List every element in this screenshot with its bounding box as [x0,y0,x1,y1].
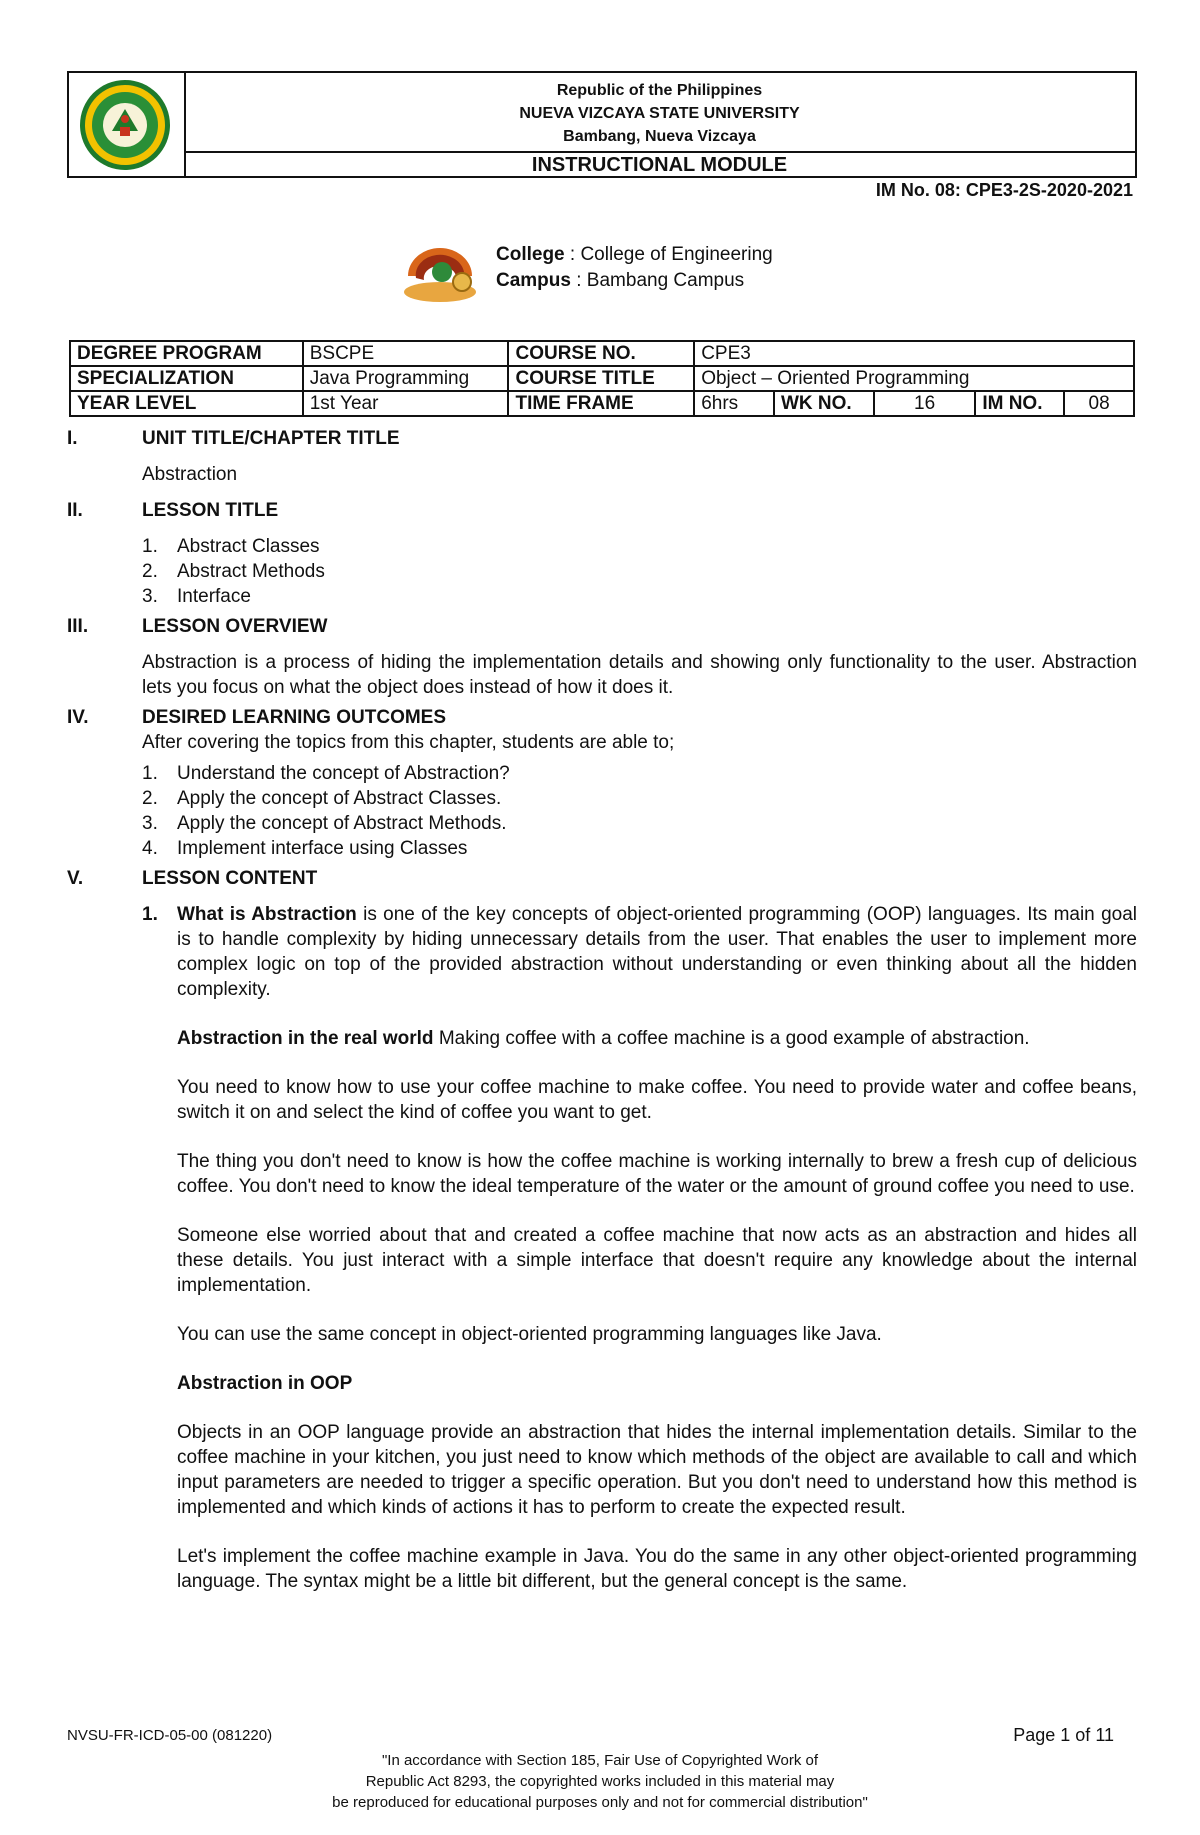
lesson-paragraph: The thing you don't need to know is how the coffee machine is working internally to brew a fresh cup of delicious coffee. You don't need to know the ideal temperature of the water or the amount of ground coffee you need to use. [177,1151,1137,1197]
lesson-paragraph: You can use the same concept in object-oriented programming languages like Java. [177,1324,882,1345]
lesson-paragraph: Let's implement the coffee machine example in Java. You do the same in any other object-oriented programming language. The syntax might be a little bit different, but the general concept is the same. [177,1546,1137,1592]
learning-outcomes-list [67,761,1137,861]
im-no-label: IM NO. [975,391,1064,416]
table-row [70,341,1134,366]
lesson-overview-text: Abstraction is a process of hiding the implementation details and showing only functionality to the user. Abstraction lets you focus on what the object does instead of how it does it. [142,652,1137,698]
course-no-value: CPE3 [694,341,1134,366]
header-box [67,71,1137,178]
college-value: : College of Engineering [564,244,773,265]
list-item: 3. Apply the concept of Abstract Methods. [142,813,507,834]
specialization-value: Java Programming [303,366,509,391]
outcomes-intro: After covering the topics from this chapter, students are able to; [142,732,675,753]
college-logo-icon [398,236,483,306]
college-label: College [496,244,565,265]
week-no-value: 16 [874,391,975,416]
page-number: Page 1 of 11 [1013,1725,1114,1745]
lesson-item-1 [67,902,1137,1002]
college-block [398,236,818,306]
section-number: I. [67,428,78,449]
section-number: V. [67,868,84,889]
course-info-table [69,340,1135,417]
section-heading [67,614,1137,639]
list-item: 2. Abstract Methods [142,561,325,582]
lesson-item-heading: What is Abstraction [177,904,357,925]
section-title: LESSON OVERVIEW [142,616,328,637]
section-heading [67,426,1137,451]
list-item: 3. Interface [142,586,251,607]
list-item: 4. Implement interface using Classes [142,838,468,859]
im-number: IM No. 08: CPE3-2S-2020-2021 [875,180,1133,200]
module-title: INSTRUCTIONAL MODULE [184,151,1135,176]
specialization-label: SPECIALIZATION [70,366,303,391]
header-text [184,73,1135,151]
time-frame-label: TIME FRAME [508,391,694,416]
course-no-label: COURSE NO. [508,341,694,366]
lesson-paragraph: You need to know how to use your coffee machine to make coffee. You need to provide water and coffee beans, switch it on and select the kind of coffee you want to get. [177,1077,1137,1123]
section-heading [67,498,1137,523]
university-seal-icon [79,79,171,171]
unit-title-text: Abstraction [142,464,238,485]
year-level-label: YEAR LEVEL [70,391,303,416]
lesson-paragraph: Someone else worried about that and created a coffee machine that now acts as an abstraction and hides all these details. You just interact with a simple interface that doesn't require any knowledge about the internal implementation. [177,1225,1137,1296]
list-item: 2. Apply the concept of Abstract Classes. [142,788,502,809]
university-location: Bambang, Nueva Vizcaya [563,128,756,145]
logo-cell [69,73,186,176]
lesson-paragraph: Abstraction in the real world Making coffee with a coffee machine is a good example of abstraction. [177,1028,1030,1049]
campus-value: : Bambang Campus [570,270,745,291]
degree-value: BSCPE [303,341,509,366]
list-item: 1. Abstract Classes [142,536,320,557]
week-no-label: WK NO. [774,391,874,416]
campus-label: Campus [496,270,571,291]
copyright-notice: "In accordance with Section 185, Fair Use of Copyrighted Work of Republic Act 8293, the copyrighted works included in this material may be reproduced for educational purposes only and not for commercial distribution" [332,1752,868,1811]
section-heading [67,866,1137,891]
table-row [70,366,1134,391]
lesson-paragraph: Objects in an OOP language provide an abstraction that hides the internal implementation details. Similar to the coffee machine in your kitchen, you just need to know which methods of the object are available to call and which input parameters are needed to trigger a specific operation. But you don't need to understand how this method is implemented and which kinds of actions it has to perform to create the expected result. [177,1422,1137,1518]
section-title: LESSON CONTENT [142,868,318,889]
module-content [67,426,1137,1594]
list-item: 1. Understand the concept of Abstraction? [142,763,510,784]
republic-line: Republic of the Philippines [556,82,763,99]
course-title-label: COURSE TITLE [508,366,694,391]
year-level-value: 1st Year [303,391,509,416]
time-frame-value: 6hrs [694,391,774,416]
section-title: DESIRED LEARNING OUTCOMES [142,707,447,728]
section-title: UNIT TITLE/CHAPTER TITLE [142,428,400,449]
lesson-subheading: Abstraction in OOP [177,1373,353,1394]
course-title-value: Object – Oriented Programming [694,366,1134,391]
lesson-title-list [67,534,1137,609]
im-no-value: 08 [1064,391,1134,416]
section-number: III. [67,616,89,637]
section-heading [67,705,1137,730]
lesson-item-number: 1. [142,904,158,925]
section-number: IV. [67,707,89,728]
form-code: NVSU-FR-ICD-05-00 (081220) [67,1727,273,1744]
lesson-item-text: is one of the key concepts of object-oriented programming (OOP) languages. Its main goal is to handle complexity by hiding unnecessary details from the user. That enables the user to implement more complex logic on top of the provided abstraction without understanding or even thinking about all the hidden complexity. [177,904,1137,1000]
degree-label: DEGREE PROGRAM [70,341,303,366]
university-name: NUEVA VIZCAYA STATE UNIVERSITY [519,105,800,122]
table-row [70,391,1134,416]
section-number: II. [67,500,83,521]
section-title: LESSON TITLE [142,500,279,521]
